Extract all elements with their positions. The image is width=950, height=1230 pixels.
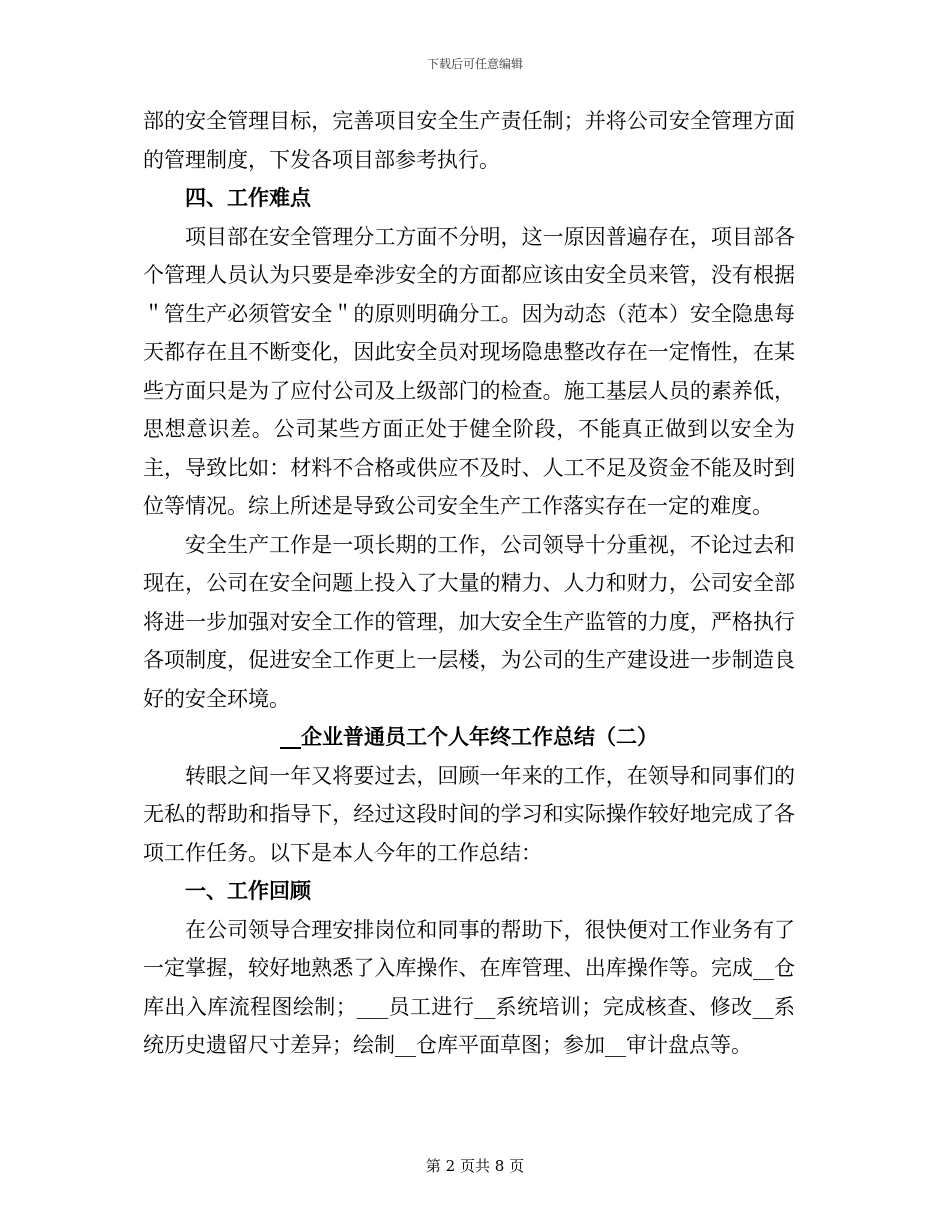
document-body <box>143 102 795 1065</box>
page-footer: 第 2 页共 8 页 <box>425 1157 525 1175</box>
section-heading-review: 一、工作回顾 <box>185 878 311 903</box>
section-heading-difficulties: 四、工作难点 <box>185 185 311 210</box>
paragraph-continuation: 部的安全管理目标，完善项目安全生产责任制；并将公司安全管理方面的管理制度，下发各项目部参考执行。 <box>143 109 795 172</box>
paragraph-intro: 转眼之间一年又将要过去，回顾一年来的工作，在领导和同事们的无私的帮助和指导下，经过这段时间的学习和实际操作较好地完成了各项工作任务。以下是本人今年的工作总结： <box>143 763 795 865</box>
paragraph-difficulties: 项目部在安全管理分工方面不分明，这一原因普遍存在，项目部各个管理人员认为只要是牵涉安全的方面都应该由安全员来管，没有根据＂管生产必须管安全＂的原则明确分工。因为动态（范本）安全隐患每天都存在且不断变化，因此安全员对现场隐患整改存在一定惰性，在某些方面只是为了应付公司及上级部门的检查。施工基层人员的素养低，思想意识差。公司某些方面正处于健全阶段，不能真正做到以安全为主，导致比如：材料不合格或供应不及时、人工不足及资金不能及时到位等情况。综上所述是导致公司安全生产工作落实存在一定的难度。 <box>143 224 795 518</box>
page-header: 下载后可任意编辑 <box>426 57 523 71</box>
document-title: __企业普通员工个人年终工作总结（二） <box>280 724 658 749</box>
paragraph-conclusion: 安全生产工作是一项长期的工作，公司领导十分重视，不论过去和现在，公司在安全问题上投入了大量的精力、人力和财力，公司安全部将进一步加强对安全工作的管理，加大安全生产监管的力度，严格执行各项制度，促进安全工作更上一层楼，为公司的生产建设进一步制造良好的安全环境。 <box>143 532 795 711</box>
paragraph-review: 在公司领导合理安排岗位和同事的帮助下，很快便对工作业务有了一定掌握，较好地熟悉了入库操作、在库管理、出库操作等。完成__仓库出入库流程图绘制；___员工进行__系统培训；完成核查、修改__系统历史遗留尺寸差异；绘制__仓库平面草图；参加__审计盘点等。 <box>143 917 795 1057</box>
